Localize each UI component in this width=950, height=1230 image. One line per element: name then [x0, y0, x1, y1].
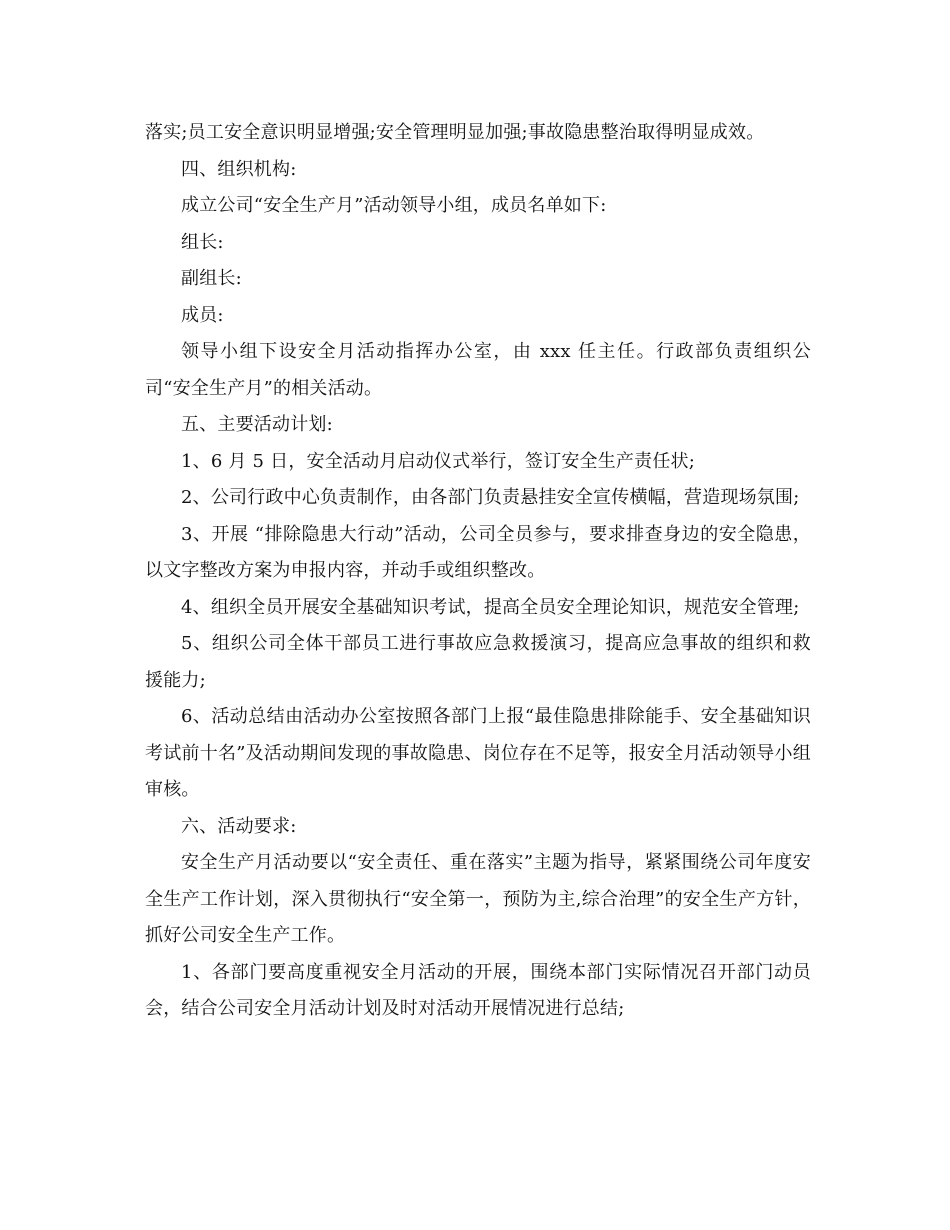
list-item: 4、组织全员开展安全基础知识考试，提高全员安全理论知识，规范安全管理;: [181, 596, 800, 618]
document-body: [145, 115, 811, 1028]
paragraph: 成立公司“安全生产月”活动领导小组，成员名单如下:: [181, 195, 607, 216]
leader-line: 组长:: [181, 231, 224, 253]
section-heading-organization: 四、组织机构:: [181, 158, 297, 180]
list-item: 6、活动总结由活动办公室按照各部门上报“最佳隐患排除能手、安全基础知识考试前十名”及活动期间发现的事故隐患、岗位存在不足等，报安全月活动领导小组审核。: [145, 706, 811, 800]
deputy-leader-line: 副组长:: [181, 268, 242, 289]
list-item: 1、6 月 5 日，安全活动月启动仪式举行，签订安全生产责任状;: [181, 450, 695, 472]
section-heading-activity-plan: 五、主要活动计划:: [181, 414, 333, 435]
members-line: 成员:: [181, 304, 224, 326]
list-item: 3、开展 “排除隐患大行动”活动，公司全员参与，要求排查身边的安全隐患，以文字整改方案为申报内容，并动手或组织整改。: [145, 523, 811, 581]
list-item: 1、各部门要高度重视安全月活动的开展，围绕本部门实际情况召开部门动员会，结合公司安全月活动计划及时对活动开展情况进行总结;: [145, 961, 811, 1019]
section-heading-requirements: 六、活动要求:: [181, 815, 297, 837]
list-item: 2、公司行政中心负责制作，由各部门负责悬挂安全宣传横幅，营造现场氛围;: [181, 487, 800, 508]
paragraph: 安全生产月活动要以“安全责任、重在落实”主题为指导，紧紧围绕公司年度安全生产工作计划，深入贯彻执行“安全第一，预防为主,综合治理”的安全生产方针，抓好公司安全生产工作。: [145, 852, 811, 946]
list-item: 5、组织公司全体干部员工进行事故应急救援演习，提高应急事故的组织和救援能力;: [145, 633, 811, 691]
paragraph: 领导小组下设安全月活动指挥办公室，由 xxx 任主任。行政部负责组织公司“安全生产月”的相关活动。: [145, 341, 811, 399]
paragraph: 落实;员工安全意识明显增强;安全管理明显加强;事故隐患整治取得明显成效。: [145, 122, 765, 143]
